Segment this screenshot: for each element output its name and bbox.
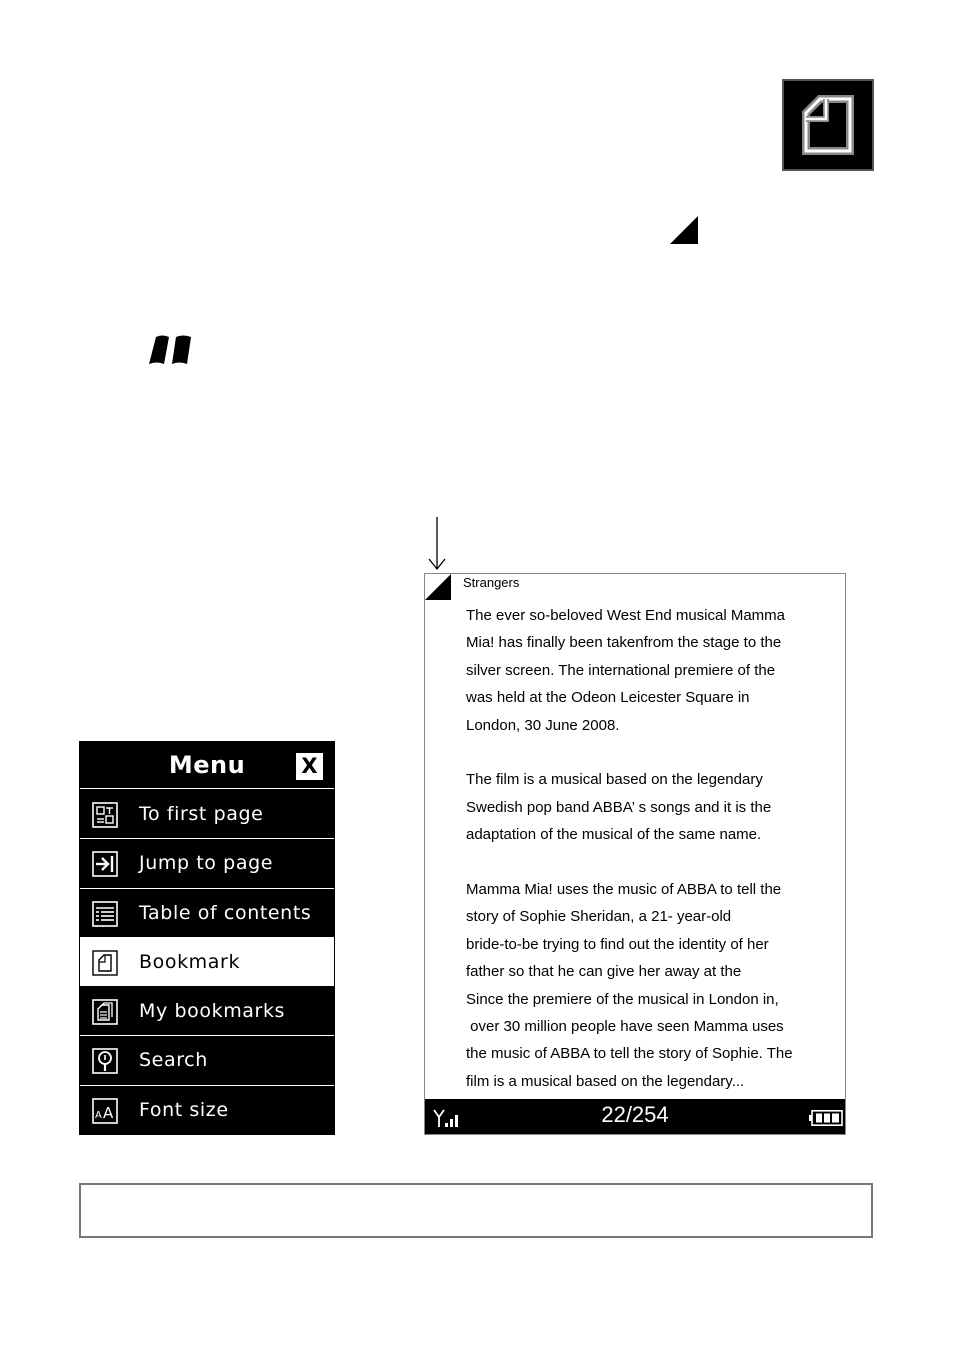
menu-item-label: Table of contents: [139, 901, 312, 924]
menu-item-label: My bookmarks: [139, 1000, 286, 1023]
text-line: London, 30 June 2008.: [466, 716, 620, 734]
text-line: story of Sophie Sheridan, a 21- year-old: [466, 908, 732, 926]
text-line: The ever so-beloved West End musical Mamma: [466, 607, 786, 624]
reader-body: [466, 602, 836, 1095]
toc-icon: [92, 901, 118, 927]
menu-item-search[interactable]: [80, 1036, 334, 1085]
menu-panel: [79, 741, 335, 1135]
bookmarks-list-icon: [92, 999, 118, 1025]
text-line: father so that he can give her away at the: [466, 963, 742, 981]
svg-text:A: A: [103, 1103, 114, 1122]
menu-item-jump-to-page[interactable]: [80, 839, 334, 888]
text-line: film is a musical based on the legendary...: [466, 1072, 745, 1090]
text-line: Mamma Mia! uses the music of ABBA to tell the: [466, 881, 782, 899]
menu-item-bookmark[interactable]: [80, 938, 334, 987]
menu-item-label: Jump to page: [139, 852, 274, 875]
first-page-icon: [92, 802, 118, 828]
menu-list: [80, 790, 334, 1135]
bookmark-corner-icon: [670, 216, 698, 244]
text-line: Mia! has finally been takenfrom the stage to the: [466, 634, 782, 652]
text-line: the music of ABBA to tell the story of Sophie. The: [466, 1045, 793, 1063]
text-line: silver screen. The international premiere of the: [466, 661, 776, 679]
paragraph: [466, 766, 836, 848]
paragraph: [466, 602, 836, 739]
font-size-icon: [92, 1098, 118, 1124]
text-line: adaptation of the musical of the same name.: [466, 826, 762, 844]
paragraph: [466, 876, 836, 1095]
bookmark-icon: [782, 79, 874, 171]
search-icon: [92, 1048, 118, 1074]
text-line: over 30 million people have seen Mamma uses: [466, 1018, 784, 1036]
svg-text:A: A: [95, 1109, 102, 1121]
menu-item-my-bookmarks[interactable]: [80, 987, 334, 1036]
menu-item-first-page[interactable]: [80, 790, 334, 839]
close-button[interactable]: X: [296, 753, 323, 780]
menu-item-label: To first page: [139, 803, 264, 825]
caption-box: [79, 1183, 873, 1238]
down-arrow-icon: [426, 517, 448, 571]
menu-item-table-of-contents[interactable]: [80, 889, 334, 938]
bookmark-corner-icon: [425, 574, 451, 600]
menu-item-label: Bookmark: [139, 950, 241, 973]
battery-icon: [809, 1110, 843, 1126]
status-bar: [425, 1099, 845, 1134]
page-indicator: 22/254: [601, 1102, 669, 1127]
jump-icon: [92, 851, 118, 877]
reader-screen: [424, 573, 846, 1135]
bookmark-icon: [92, 950, 118, 976]
menu-title: Menu: [168, 751, 246, 779]
menu-header: [80, 742, 334, 789]
menu-item-label: Font size: [139, 1098, 229, 1121]
text-line: The film is a musical based on the legendary: [466, 771, 763, 789]
text-line: Swedish pop band ABBA’ s songs and it is the: [466, 798, 772, 816]
menu-item-font-size[interactable]: [80, 1086, 334, 1135]
text-line: bride-to-be trying to find out the identity of her: [466, 935, 769, 953]
menu-item-label: Search: [139, 1049, 208, 1072]
book-icon: [147, 333, 193, 367]
text-line: Since the premiere of the musical in London in,: [466, 990, 779, 1008]
book-title: Strangers: [463, 575, 520, 590]
text-line: was held at the Odeon Leicester Square in: [466, 689, 750, 707]
